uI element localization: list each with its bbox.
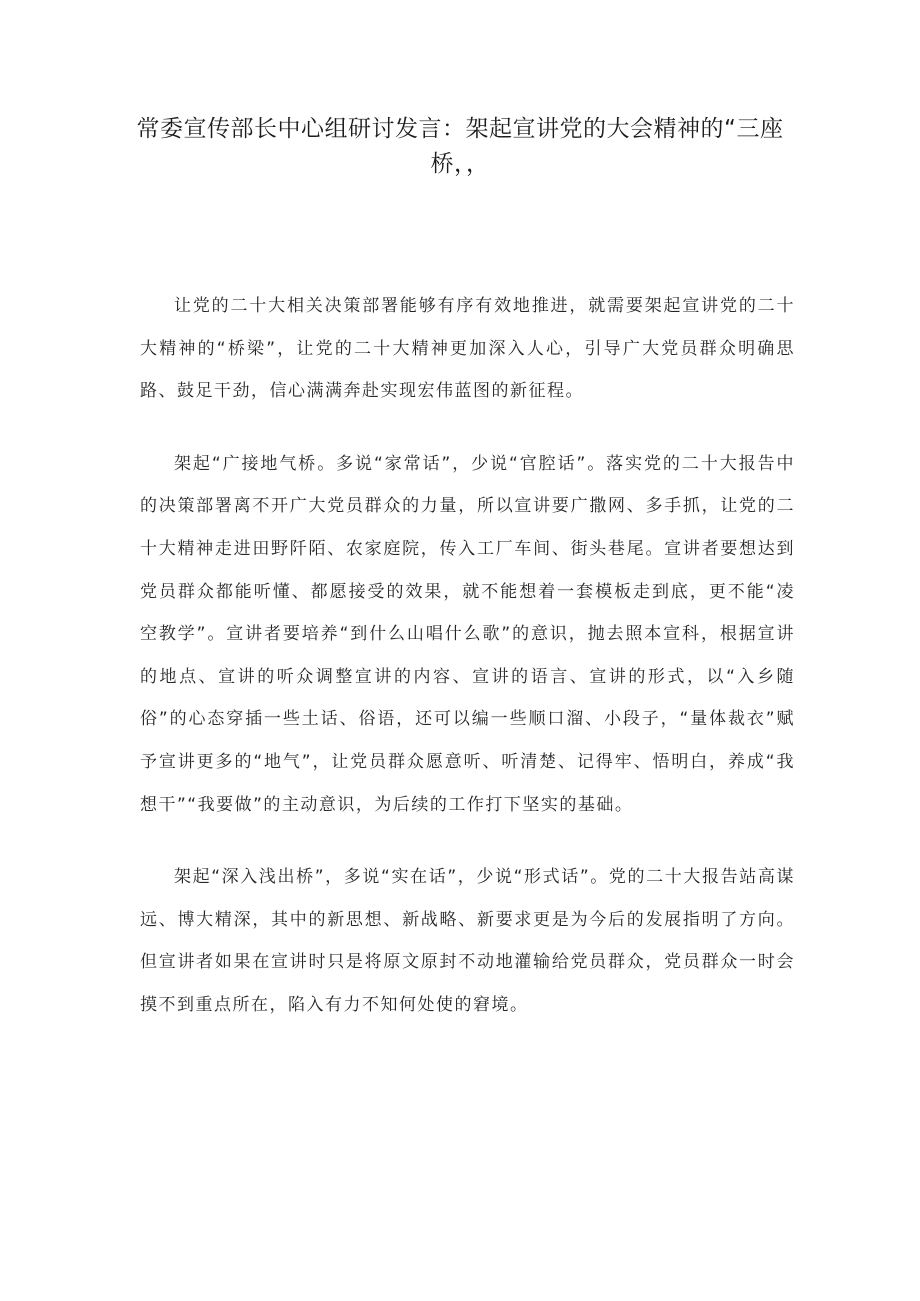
document-body xyxy=(140,285,795,1057)
paragraph-bridge-grounded: 架起“广接地气桥。多说“家常话”，少说“官腔话”。落实党的二十大报告中的决策部署离不开广大党员群众的力量，所以宣讲要广撒网、多手抓，让党的二十大精神走进田野阡陌、农家庭院，传入工厂车间、街头巷尾。宣讲者要想达到党员群众都能听懂、都愿接受的效果，就不能想着一套模板走到底，更不能“凌空教学”。宣讲者要培养“到什么山唱什么歌”的意识，抛去照本宣科，根据宣讲的地点、宣讲的听众调整宣讲的内容、宣讲的语言、宣讲的形式，以“入乡随俗”的心态穿插一些土话、俗语，还可以编一些顺口溜、小段子，“量体裁衣”赋予宣讲更多的“地气”，让党员群众愿意听、听清楚、记得牢、悟明白，养成“我想干”“我要做”的主动意识，为后续的工作打下坚实的基础。 xyxy=(140,453,795,815)
document-title: 常委宣传部长中心组研讨发言：架起宣讲党的大会精神的“三座桥，， xyxy=(136,116,784,177)
paragraph-intro: 让党的二十大相关决策部署能够有序有效地推进，就需要架起宣讲党的二十大精神的“桥梁”，让党的二十大精神更加深入人心，引导广大党员群众明确思路、鼓足干劲，信心满满奔赴实现宏伟蓝图的新征程。 xyxy=(140,296,795,402)
paragraph-bridge-accessible: 架起“深入浅出桥”，多说“实在话”，少说“形式话”。党的二十大报告站高谋远、博大精深，其中的新思想、新战略、新要求更是为今后的发展指明了方向。但宣讲者如果在宣讲时只是将原文原封不动地灌输给党员群众，党员群众一时会摸不到重点所在，陷入有力不知何处使的窘境。 xyxy=(140,867,795,1015)
